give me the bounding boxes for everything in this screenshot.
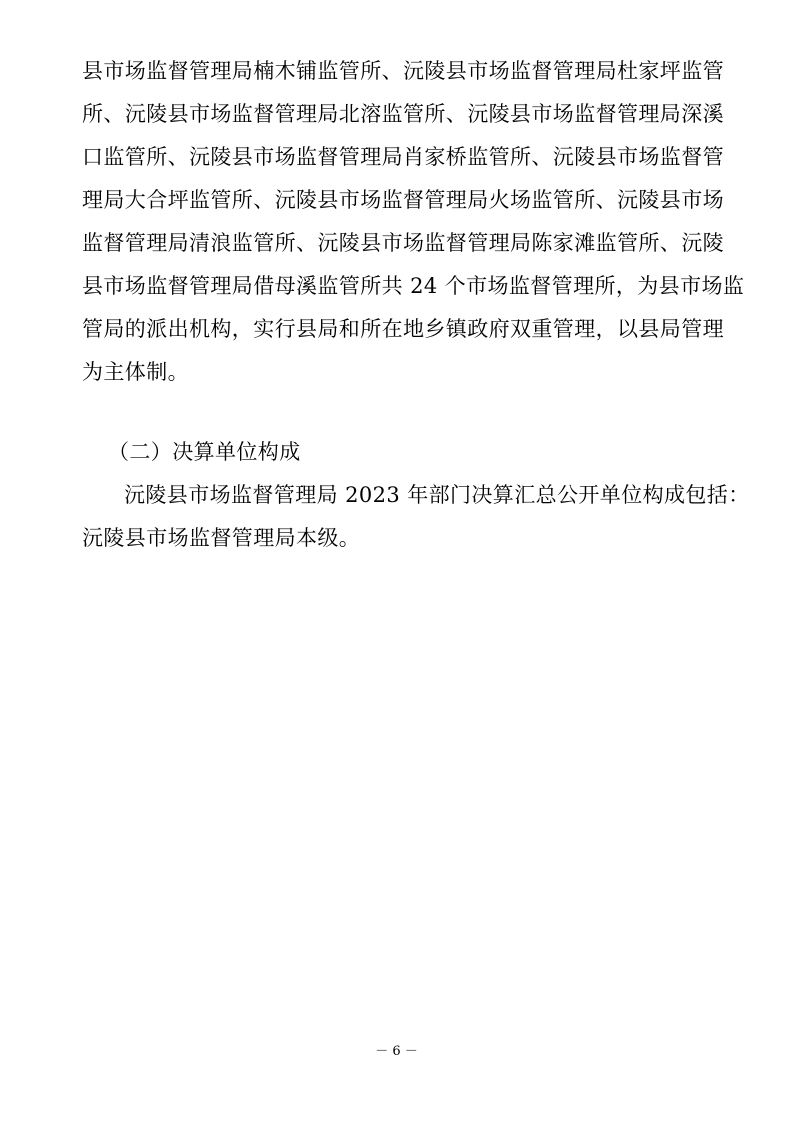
text-line: 沅陵县市场监督管理局 2023 年部门决算汇总公开单位构成包括： [124, 483, 750, 507]
text-line: 管局的派出机构，实行县局和所在地乡镇政府双重管理，以县局管理 [82, 317, 724, 341]
page-number: － 6 － [375, 1044, 418, 1059]
text-line: 所、沅陵县市场监督管理局北溶监管所、沅陵县市场监督管理局深溪 [82, 102, 724, 126]
text-line: 沅陵县市场监督管理局本级。 [82, 526, 361, 550]
text-line: 口监管所、沅陵县市场监督管理局肖家桥监管所、沅陵县市场监督管 [82, 145, 724, 169]
text-line: 监督管理局清浪监管所、沅陵县市场监督管理局陈家滩监管所、沅陵 [82, 231, 724, 255]
section-heading: （二）决算单位构成 [108, 440, 301, 464]
text-line: 为主体制。 [82, 360, 189, 384]
text-line: 县市场监督管理局借母溪监管所共 24 个市场监督管理所，为县市场监 [82, 274, 745, 298]
text-line: 理局大合坪监管所、沅陵县市场监督管理局火场监管所、沅陵县市场 [82, 188, 724, 212]
text-line: 县市场监督管理局楠木铺监管所、沅陵县市场监督管理局杜家坪监管 [82, 59, 724, 83]
